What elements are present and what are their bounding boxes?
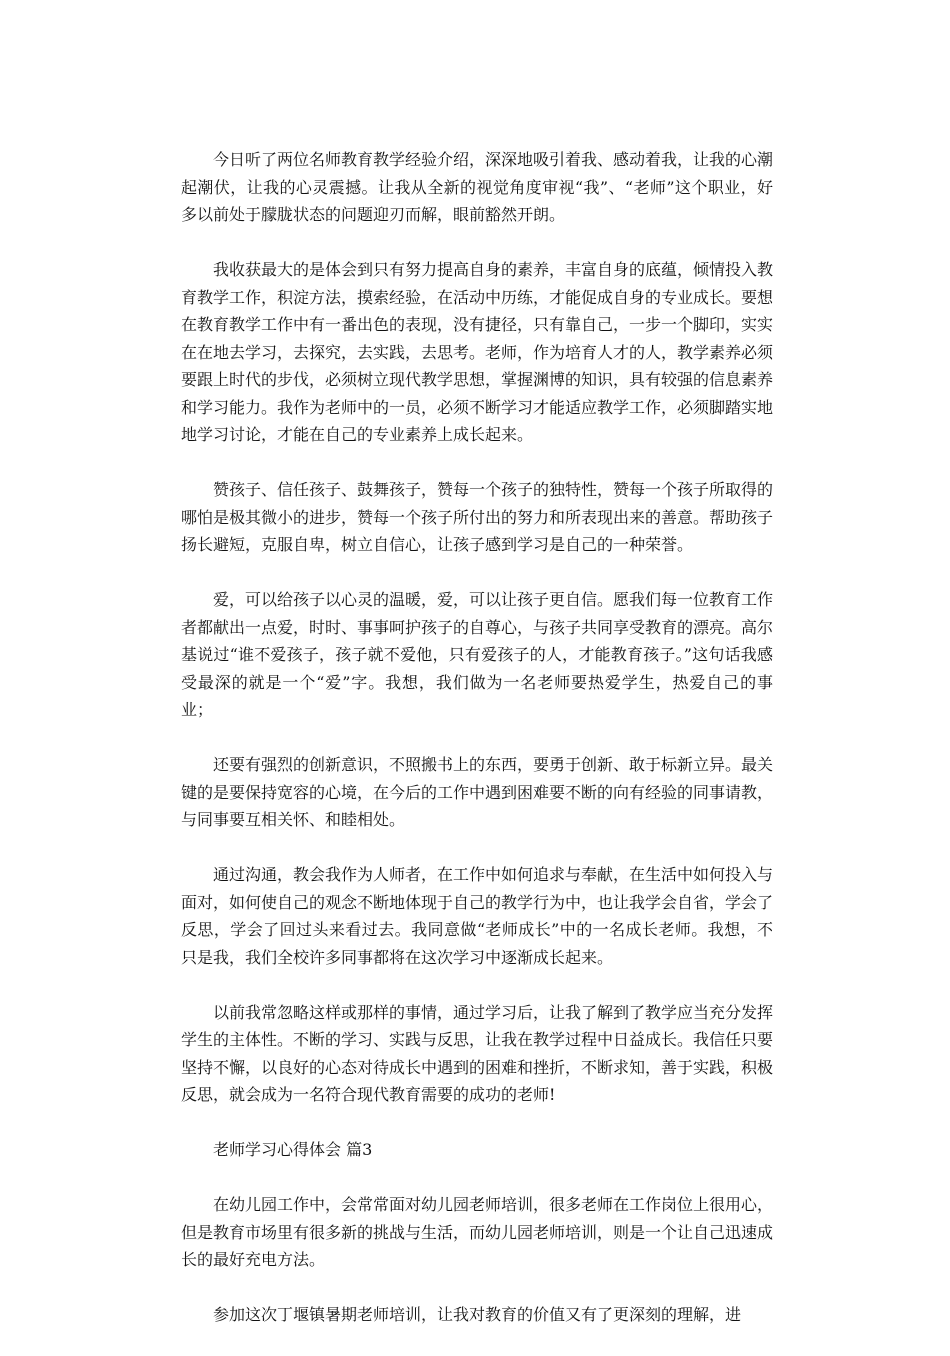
paragraph-4: 爱，可以给孩子以心灵的温暖，爱，可以让孩子更自信。愿我们每一位教育工作者都献出一点爱，时时、事事呵护孩子的自尊心，与孩子共同享受教育的漂亮。高尔基说过“谁不爱孩子，孩子就不爱他，只有爱孩子的人，才能教育孩子。”这句话我感受最深的就是一个“爱”字。我想，我们做为一名老师要热爱学生，热爱自己的事业； bbox=[181, 590, 774, 719]
paragraph-7: 以前我常忽略这样或那样的事情，通过学习后，让我了解到了教学应当充分发挥学生的主体性。不断的学习、实践与反思，让我在教学过程中日益成长。我信任只要坚持不懈，以良好的心态对待成长中遇到的困难和挫折，不断求知，善于实践，积极反思，就会成为一名符合现代教育需要的成功的老师! bbox=[181, 1002, 774, 1104]
section-paragraph-2: 参加这次丁堰镇暑期老师培训，让我对教育的价值又有了更深刻的理解，进 bbox=[213, 1305, 742, 1324]
paragraph-5: 还要有强烈的创新意识，不照搬书上的东西，要勇于创新、敢于标新立异。最关键的是要保持宽容的心境，在今后的工作中遇到困难要不断的向有经验的同事请教，与同事要互相关怀、和睦相处。 bbox=[181, 755, 774, 829]
paragraph-3: 赞孩子、信任孩子、鼓舞孩子，赞每一个孩子的独特性，赞每一个孩子所取得的哪怕是极其微小的进步，赞每一个孩子所付出的努力和所表现出来的善意。帮助孩子扬长避短，克服自卑，树立自信心，让孩子感到学习是自己的一种荣誉。 bbox=[181, 480, 774, 554]
document-body bbox=[181, 146, 773, 1356]
paragraph-1: 今日听了两位名师教育教学经验介绍，深深地吸引着我、感动着我，让我的心潮起潮伏，让我的心灵震撼。让我从全新的视觉角度审视“我”、“老师”这个职业，好多以前处于朦胧状态的问题迎刃而解，眼前豁然开朗。 bbox=[181, 150, 774, 224]
section-heading: 老师学习心得体会 篇3 bbox=[213, 1140, 373, 1159]
section-paragraph-1: 在幼儿园工作中，会常常面对幼儿园老师培训，很多老师在工作岗位上很用心，但是教育市场里有很多新的挑战与生活，而幼儿园老师培训，则是一个让自己迅速成长的最好充电方法。 bbox=[181, 1195, 774, 1269]
paragraph-2: 我收获最大的是体会到只有努力提高自身的素养，丰富自身的底蕴，倾情投入教育教学工作，积淀方法，摸索经验，在活动中历练，才能促成自身的专业成长。要想在教育教学工作中有一番出色的表现，没有捷径，只有靠自己，一步一个脚印，实实在在地去学习，去探究，去实践，去思考。老师，作为培育人才的人，教学素养必须要跟上时代的步伐，必须树立现代教学思想，掌握渊博的知识，具有较强的信息素养和学习能力。我作为老师中的一员，必须不断学习才能适应教学工作，必须脚踏实地地学习讨论，才能在自己的专业素养上成长起来。 bbox=[181, 260, 774, 444]
paragraph-6: 通过沟通，教会我作为人师者，在工作中如何追求与奉献，在生活中如何投入与面对，如何使自己的观念不断地体现于自己的教学行为中，也让我学会自省，学会了反思，学会了回过头来看过去。我同意做“老师成长”中的一名成长老师。我想，不只是我，我们全校许多同事都将在这次学习中逐渐成长起来。 bbox=[181, 865, 774, 967]
